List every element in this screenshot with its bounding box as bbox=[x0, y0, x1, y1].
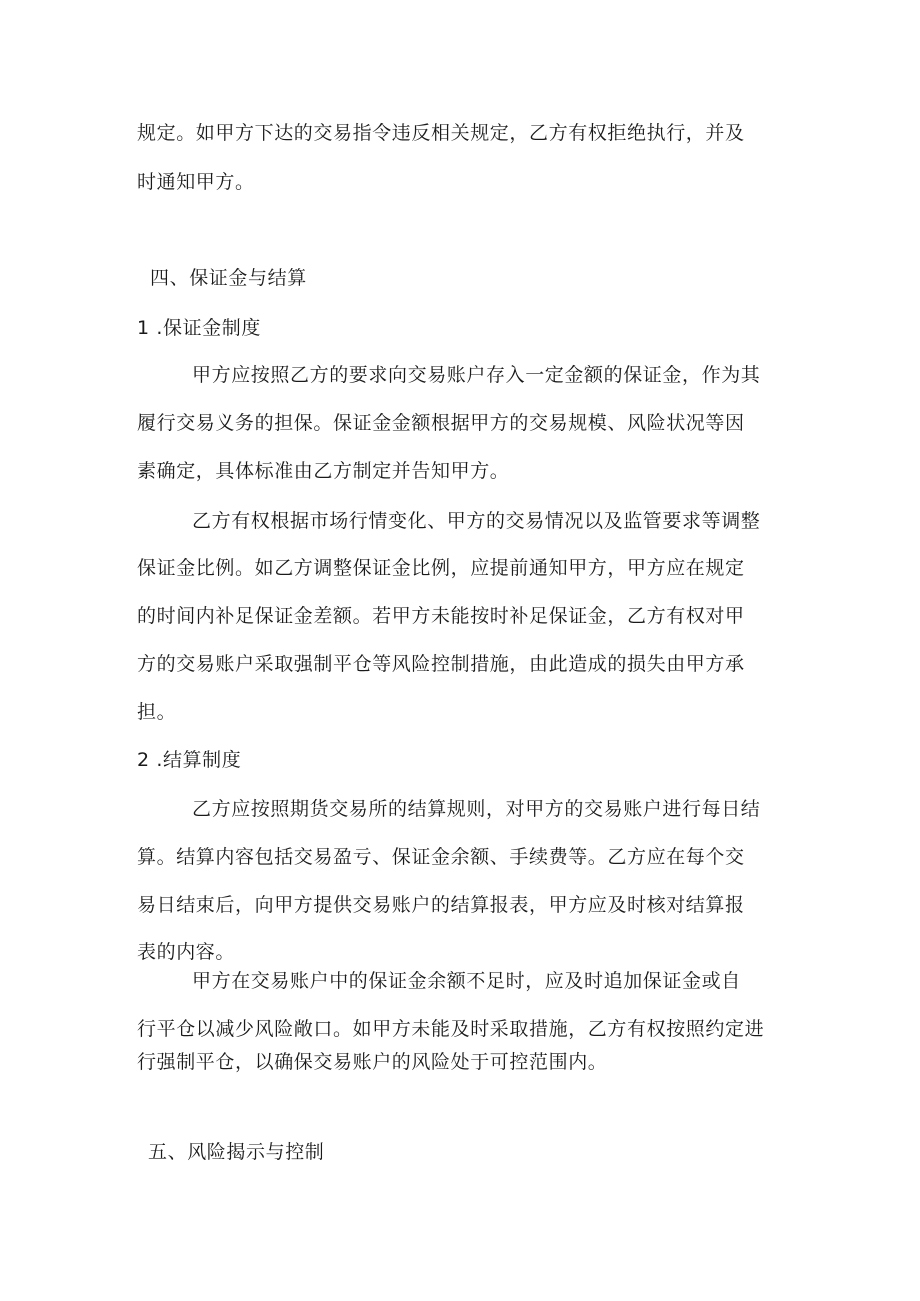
paragraph-line: 行强制平仓，以确保交易账户的风险处于可控范围内。 bbox=[137, 1051, 608, 1073]
paragraph-line: 易日结束后，向甲方提供交易账户的结算报表，甲方应及时核对结算报 bbox=[137, 894, 745, 916]
paragraph-line: 算。结算内容包括交易盈亏、保证金余额、手续费等。乙方应在每个交 bbox=[137, 846, 745, 868]
paragraph-line: 表的内容。 bbox=[137, 941, 236, 963]
subsection-heading: 1 .保证金制度 bbox=[137, 317, 261, 339]
paragraph-line: 甲方在交易账户中的保证金余额不足时，应及时追加保证金或自 bbox=[192, 970, 741, 992]
paragraph-line: 的时间内补足保证金差额。若甲方未能按时补足保证金，乙方有权对甲 bbox=[137, 605, 745, 627]
subsection-heading: 2 .结算制度 bbox=[137, 749, 242, 771]
paragraph-line: 规定。如甲方下达的交易指令违反相关规定，乙方有权拒绝执行，并及 bbox=[137, 122, 745, 144]
paragraph-line: 乙方有权根据市场行情变化、甲方的交易情况以及监管要求等调整 bbox=[192, 510, 761, 532]
section-heading: 四、保证金与结算 bbox=[150, 267, 307, 289]
paragraph-line: 方的交易账户采取强制平仓等风险控制措施，由此造成的损失由甲方承 bbox=[137, 653, 745, 675]
paragraph-line: 履行交易义务的担保。保证金金额根据甲方的交易规模、风险状况等因 bbox=[137, 412, 745, 434]
section-heading: 五、风险揭示与控制 bbox=[148, 1141, 325, 1163]
paragraph-line: 担。 bbox=[137, 701, 177, 723]
paragraph-line: 行平仓以减少风险敞口。如甲方未能及时采取措施，乙方有权按照约定进 bbox=[137, 1018, 765, 1040]
paragraph-line: 素确定，具体标准由乙方制定并告知甲方。 bbox=[137, 460, 510, 482]
paragraph-line: 乙方应按照期货交易所的结算规则，对甲方的交易账户进行每日结 bbox=[192, 798, 761, 820]
paragraph-line: 时通知甲方。 bbox=[137, 171, 255, 193]
paragraph-line: 保证金比例。如乙方调整保证金比例，应提前通知甲方，甲方应在规定 bbox=[137, 557, 745, 579]
paragraph-line: 甲方应按照乙方的要求向交易账户存入一定金额的保证金，作为其 bbox=[192, 364, 761, 386]
